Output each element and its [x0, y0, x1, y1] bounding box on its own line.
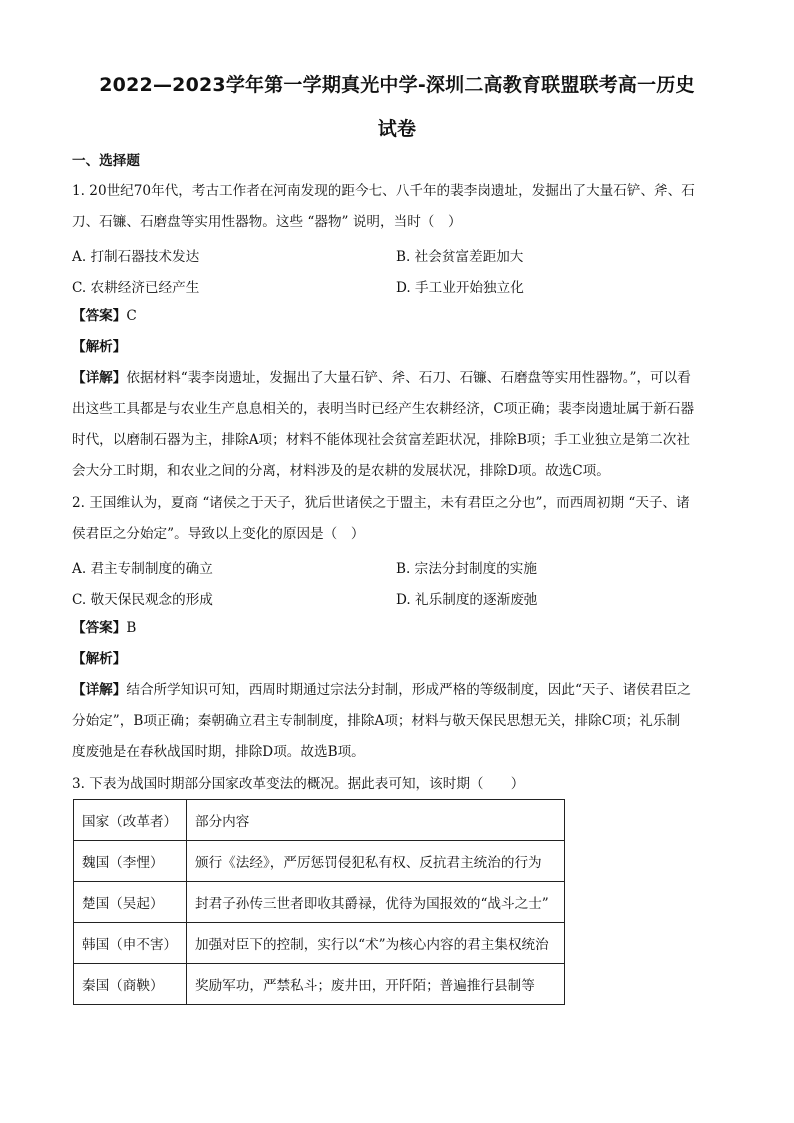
q1-option-d: D. 手工业开始独立化 [396, 280, 524, 296]
section-heading: 一、选择题 [72, 153, 140, 169]
q2-detail-label: 【详解】 [72, 682, 127, 698]
q2-answer-value: B [126, 620, 137, 636]
q1-option-b: B. 社会贫富差距加大 [396, 249, 524, 265]
q2-answer-label: 【答案】 [72, 620, 127, 636]
q2-answer [72, 619, 136, 637]
table-row [74, 923, 565, 964]
q1-detail-line3: 时代，以磨制石器为主，排除A项；材料不能体现社会贫富差距状况，排除B项；手工业独立是第二次社 [72, 432, 690, 448]
q2-option-c: C. 敬天保民观念的形成 [72, 592, 213, 608]
table-cell-country: 韩国（申不害） [74, 923, 187, 964]
q3-stem: 3. 下表为战国时期部分国家改革变法的概况。据此表可知，该时期（ ） [72, 776, 525, 792]
q2-analysis-label: 【解析】 [72, 651, 127, 667]
q1-detail-label: 【详解】 [72, 370, 127, 386]
table-cell-content: 颁行《法经》，严厉惩罚侵犯私有权、反抗君主统治的行为 [187, 841, 565, 882]
q2-stem-line1: 2. 王国维认为，夏商 “诸侯之于天子，犹后世诸侯之于盟主，未有君臣之分也”，而西周初期 “天子、诸 [72, 495, 690, 511]
table-header-cell: 国家（改革者） [74, 800, 187, 841]
q1-option-c: C. 农耕经济已经产生 [72, 280, 200, 296]
q1-answer [72, 307, 137, 325]
q1-answer-value: C [126, 308, 137, 324]
page-title: 2022—2023学年第一学期真光中学-深圳二高教育联盟联考高一历史 [99, 74, 695, 96]
q2-option-d: D. 礼乐制度的逐渐废弛 [396, 592, 538, 608]
q1-detail-line1 [72, 369, 691, 387]
q1-detail-line4: 会大分工时期，和农业之间的分离，材料涉及的是农耕的发展状况，排除D项。故选C项。 [72, 463, 610, 479]
table-cell-country: 楚国（吴起） [74, 882, 187, 923]
q1-answer-label: 【答案】 [72, 308, 127, 324]
q1-detail-line2: 出这些工具都是与农业生产息息相关的，表明当时已经产生农耕经济，C项正确；裴李岗遗址属于新石器 [72, 401, 695, 417]
table-header-cell: 部分内容 [187, 800, 565, 841]
q2-detail-line2: 分始定”，B项正确；秦朝确立君主专制制度，排除A项；材料与敬天保民思想无关，排除C项；礼乐制 [72, 713, 681, 729]
reform-table [73, 799, 565, 1005]
table-row [74, 964, 565, 1005]
table-cell-content: 奖励军功，严禁私斗；废井田，开阡陌；普遍推行县制等 [187, 964, 565, 1005]
q1-option-a: A. 打制石器技术发达 [72, 249, 200, 265]
table-row [74, 882, 565, 923]
q2-detail-line3: 度废弛是在春秋战国时期，排除D项。故选B项。 [72, 744, 365, 760]
q2-option-a: A. 君主专制制度的确立 [72, 561, 213, 577]
table-cell-country: 魏国（李悝） [74, 841, 187, 882]
q2-detail-text1: 结合所学知识可知，西周时期通过宗法分封制，形成严格的等级制度，因此“天子、诸侯君臣之 [126, 682, 691, 698]
q1-analysis-label: 【解析】 [72, 339, 127, 355]
table-cell-content: 封君子孙传三世者即收其爵禄，优待为国报效的“战斗之士” [187, 882, 565, 923]
table-cell-country: 秦国（商鞅） [74, 964, 187, 1005]
table-header-row [74, 800, 565, 841]
q2-option-b: B. 宗法分封制度的实施 [396, 561, 537, 577]
page-title-continued: 试卷 [377, 118, 417, 140]
table-row [74, 841, 565, 882]
q2-detail-line1 [72, 681, 691, 699]
table-cell-content: 加强对臣下的控制，实行以“术”为核心内容的君主集权统治 [187, 923, 565, 964]
q1-detail-text1: 依据材料“裴李岗遗址，发掘出了大量石铲、斧、石刀、石镰、石磨盘等实用性器物。”，可以看 [126, 370, 691, 386]
q2-stem-line2: 侯君臣之分始定”。导致以上变化的原因是（ ） [72, 526, 365, 542]
q1-stem-line2: 刀、石镰、石磨盘等实用性器物。这些 “器物” 说明，当时（ ） [72, 214, 462, 230]
q1-stem-line1: 1. 20世纪70年代，考古工作者在河南发现的距今七、八千年的裴李岗遗址，发掘出了大量石铲、斧、石 [72, 183, 695, 199]
